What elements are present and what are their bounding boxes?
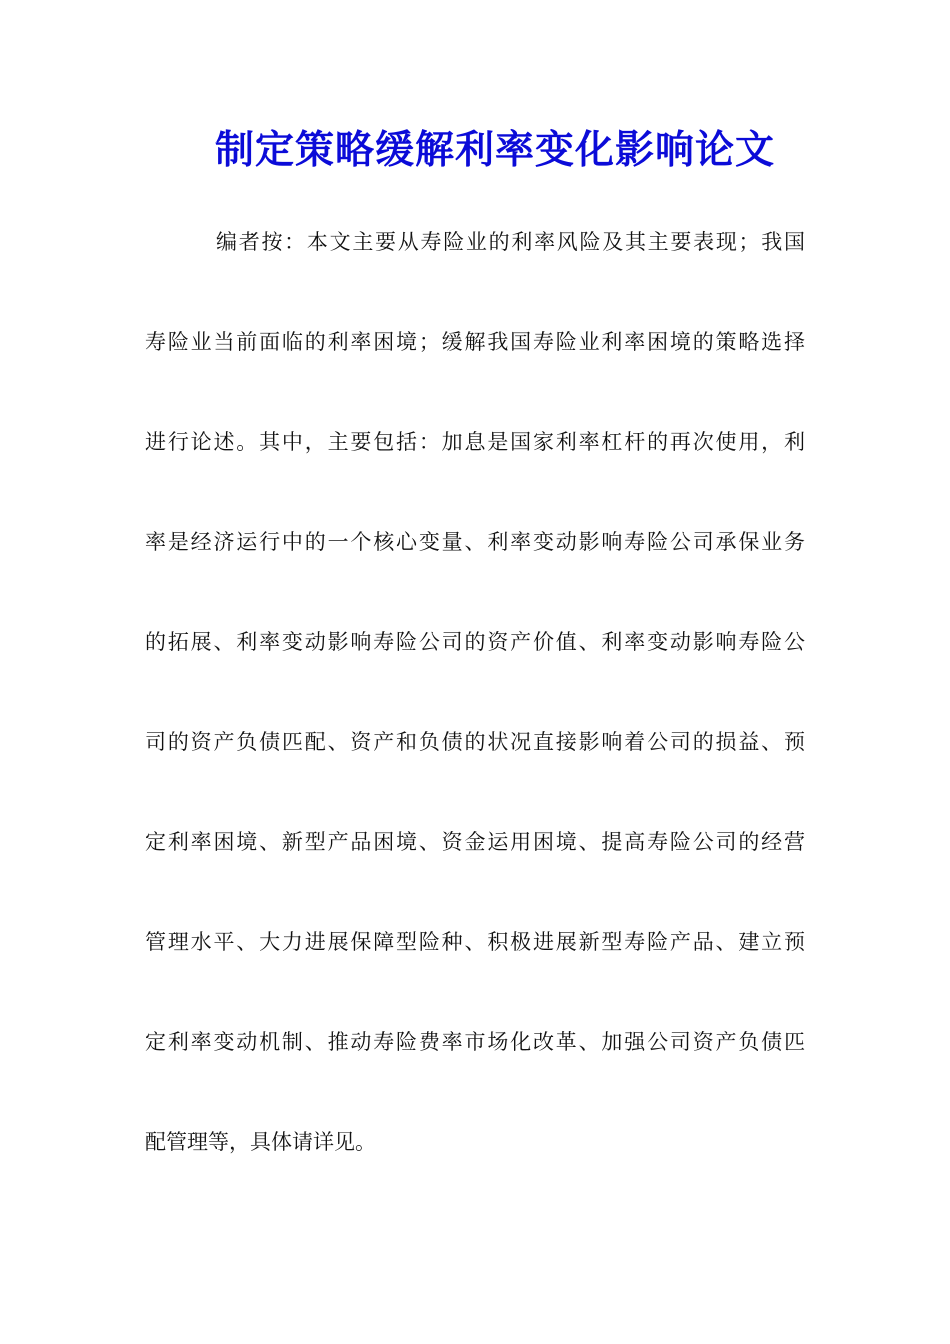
paragraph-line-6: 司的资产负债匹配、资产和负债的状况直接影响着公司的损益、预 <box>145 730 805 754</box>
paragraph-line-5: 的拓展、利率变动影响寿险公司的资产价值、利率变动影响寿险公 <box>145 630 805 654</box>
document-title: 制定策略缓解利率变化影响论文 <box>214 127 775 173</box>
paragraph-line-9: 定利率变动机制、推动寿险费率市场化改革、加强公司资产负债匹 <box>145 1030 805 1054</box>
paragraph-line-4: 率是经济运行中的一个核心变量、利率变动影响寿险公司承保业务 <box>145 530 805 554</box>
paragraph-line-10: 配管理等，具体请详见。 <box>145 1130 376 1154</box>
paragraph-line-8: 管理水平、大力进展保障型险种、积极进展新型寿险产品、建立预 <box>145 930 805 954</box>
paragraph-line-2: 寿险业当前面临的利率困境；缓解我国寿险业利率困境的策略选择 <box>145 330 805 354</box>
paragraph-line-7: 定利率困境、新型产品困境、资金运用困境、提高寿险公司的经营 <box>145 830 805 854</box>
paragraph-line-1: 编者按：本文主要从寿险业的利率风险及其主要表现；我国 <box>216 230 805 254</box>
editor-note-paragraph <box>145 214 805 1214</box>
paragraph-line-3: 进行论述。其中，主要包括：加息是国家利率杠杆的再次使用，利 <box>145 430 805 454</box>
